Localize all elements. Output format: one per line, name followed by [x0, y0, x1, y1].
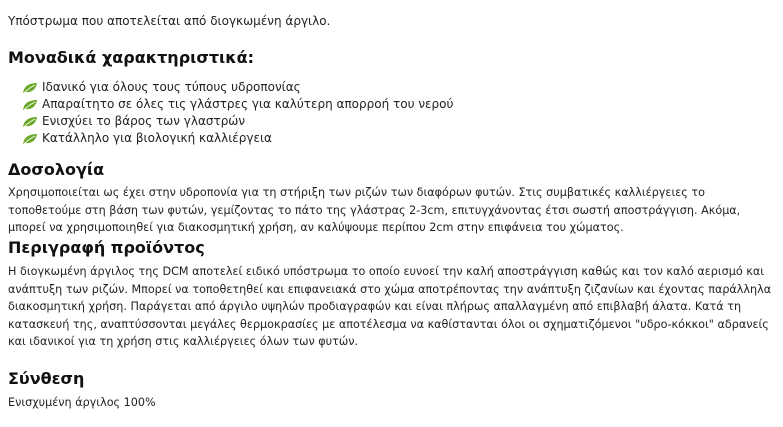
leaf-icon [22, 133, 38, 145]
composition-heading: Σύνθεση [8, 369, 85, 388]
list-item [22, 130, 453, 147]
intro-text: Υπόστρωμα που αποτελείται από διογκωμένη άργιλο. [8, 14, 331, 28]
feature-label: Κατάλληλο για βιολογική καλλιέργεια [42, 131, 272, 145]
description-heading: Περιγραφή προϊόντος [8, 238, 205, 257]
list-item [22, 113, 453, 130]
list-item [22, 79, 453, 96]
leaf-icon [22, 99, 38, 111]
dosage-text: Χρησιμοποιείται ως έχει στην υδροπονία για τη στήριξη των ριζών των διαφόρων φυτών. Στις συμβατικές καλλιέργειες το τοποθετούμε στη βάση των φυτών, γεμίζοντας το πάτο της γλάστρας 2-3cm, επιτυγχάνοντας έτσι σωστή αποστράγγιση. Ακόμα, μπορεί να χρησιμοποιηθεί για διακοσμητική χρήση, αν καλύψουμε περίπου 2cm στην επιφάνεια του χώματος. [8, 186, 741, 234]
feature-label: Απαραίτητο σε όλες τις γλάστρες για καλύτερη απορροή του νερού [42, 97, 454, 111]
feature-label: Ενισχύει το βάρος των γλαστρών [42, 114, 246, 128]
feature-label: Ιδανικό για όλους τους τύπους υδροπονίας [42, 80, 301, 94]
features-list [22, 79, 453, 147]
leaf-icon [22, 82, 38, 94]
leaf-icon [22, 116, 38, 128]
features-heading: Μοναδικά χαρακτηριστικά: [8, 48, 255, 67]
dosage-heading: Δοσολογία [8, 160, 105, 179]
list-item [22, 96, 453, 113]
description-text: Η διογκωμένη άργιλος της DCM αποτελεί ειδικό υπόστρωμα το οποίο ευνοεί την καλή αποστράγγιση καθώς και τον καλό αερισμό και ανάπτυξη των ριζών. Μπορεί να τοποθετηθεί και επιφανειακά στο χώμα αποτρέποντας την ανάπτυξη ζιζανίων και έχοντας παράλληλα διακοσμητική χρήση. Παράγεται από άργιλο υψηλών προδιαγραφών και είναι πλήρως απαλλαγμένη από επιβλαβή άλατα. Κατά τη κατασκευή της, αναπτύσσονται μεγάλες θερμοκρασίες με αποτέλεσμα να καθίστανται όλοι οι σχηματιζόμενοι "υδρο-κόκκοι" αδρανείς και ιδανικοί για τη χρήση στις καλλιέργειες όλων των φυτών. [8, 265, 772, 348]
composition-text: Ενισχυμένη άργιλος 100% [8, 396, 156, 409]
